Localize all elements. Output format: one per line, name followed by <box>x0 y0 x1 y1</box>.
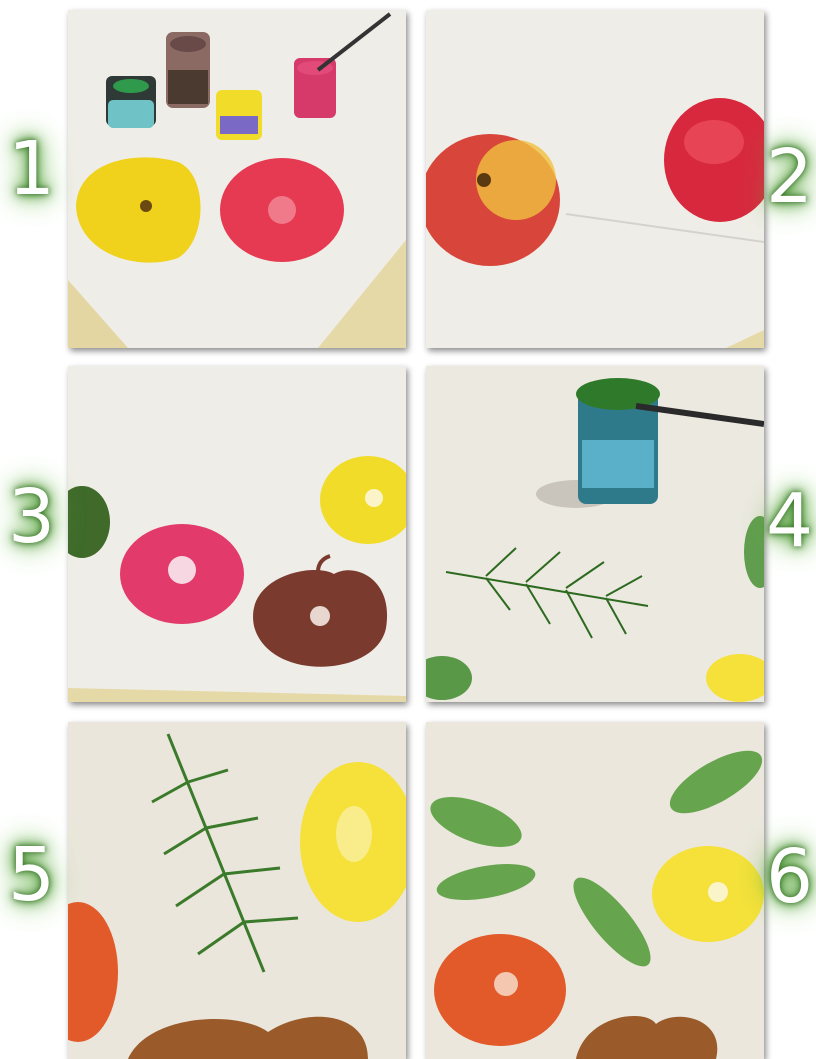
paint-jar-green <box>106 76 156 128</box>
photo-step-6 <box>426 722 764 1059</box>
apple-whole-left <box>426 134 560 266</box>
step-number-6: 6 <box>766 834 814 920</box>
photo-step-5 <box>68 722 406 1059</box>
step-number-1: 1 <box>8 126 56 212</box>
paint-jar-yellow <box>216 90 262 140</box>
step-number-2: 2 <box>766 134 814 220</box>
photo-step-1 <box>68 10 406 348</box>
photo-step-3 <box>68 366 406 702</box>
print-pink-apple <box>120 524 244 624</box>
step-number-3: 3 <box>8 474 56 560</box>
step-number-4: 4 <box>766 478 814 564</box>
photo-step-4 <box>426 366 764 702</box>
apple-half-red <box>220 158 344 262</box>
step-number-5: 5 <box>8 832 56 918</box>
photo-step-2 <box>426 10 764 348</box>
paint-jar-brown <box>166 32 210 108</box>
